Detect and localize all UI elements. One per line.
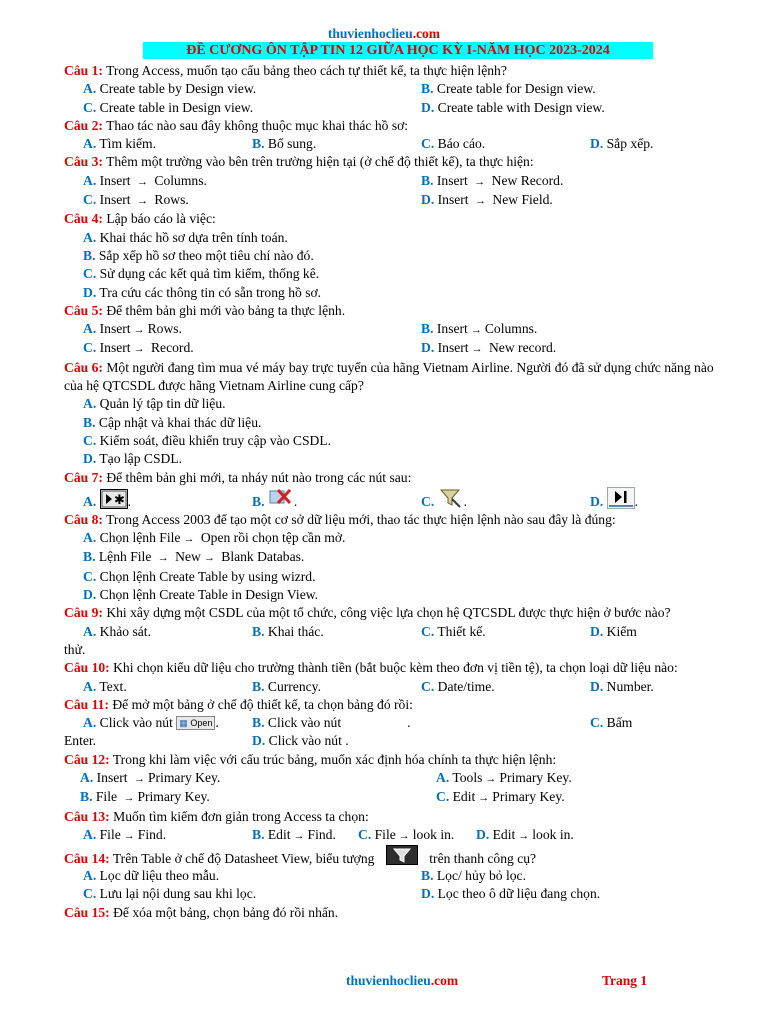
options-row: [64, 191, 728, 210]
question-list: [64, 62, 728, 922]
filter-icon: [438, 487, 464, 509]
document-title: ĐỀ CƯƠNG ÔN TẬP TIN 12 GIỮA HỌC KỲ I-NĂM HỌC 2023-2024: [143, 42, 653, 59]
option-c: C. Insert → Record.: [83, 340, 194, 356]
options-row: [64, 623, 728, 641]
option-c: C. Sử dụng các kết quả tìm kiếm, thống kê.: [83, 266, 320, 282]
last-record-icon: [607, 487, 635, 509]
option-a: A. Create table by Design view.: [83, 81, 257, 97]
filter-toggle-icon: [386, 845, 418, 865]
question-6: Câu 6: Một người đang tìm mua vé máy bay trực tuyến của hãng Vietnam Airline. Người đó đã sử dụng chức năng nào của hệ QTCSDL được hãng Vietnam Airline cung cấp?: [64, 359, 714, 394]
site-domain: .com: [412, 26, 441, 41]
option-b: B. Edit → Find.: [252, 826, 336, 842]
option-b: B. Create table for Design view.: [421, 81, 596, 97]
option-c: C. Báo cáo.: [421, 136, 486, 152]
question-10: Câu 10: Khi chọn kiểu dữ liệu cho trường thành tiền (bắt buộc kèm theo đơn vị tiền tệ), ta chọn loại dữ liệu nào:: [64, 660, 678, 676]
option-a: A. Khai thác hồ sơ dựa trên tính toán.: [83, 229, 288, 245]
option-c-continued: Enter.: [64, 733, 97, 749]
open-button-icon: ▦ Open: [176, 716, 215, 730]
site-header[interactable]: [0, 26, 768, 42]
options-row: [64, 172, 728, 191]
question-12: Câu 12: Trong khi làm việc với cấu trúc bảng, muốn xác định hóa chính ta thực hiện lệnh:: [64, 751, 557, 767]
question-4: Câu 4: Lập báo cáo là việc:: [64, 211, 216, 227]
options-row: [64, 678, 728, 696]
option-c: C. Kiểm soát, điều khiển truy cập vào CSDL.: [83, 432, 332, 448]
site-name: thuvienhoclieu: [327, 26, 413, 41]
option-a: A. Insert → Columns.: [83, 172, 207, 188]
svg-text:✱: ✱: [113, 492, 125, 508]
options-row: [64, 339, 728, 358]
option-d: D. Sắp xếp.: [590, 136, 654, 152]
option-d: D. Tra cứu các thông tin có sẵn trong hồ sơ.: [83, 284, 322, 300]
option-b: B. Insert → Columns.: [421, 321, 538, 337]
option-d: D. Tạo lập CSDL.: [83, 451, 183, 467]
options-row: [64, 487, 728, 511]
option-b: B. Lọc/ hủy bỏ lọc.: [421, 868, 526, 884]
footer-site-link[interactable]: thuvienhoclieu.com: [346, 973, 459, 988]
option-b: B. Currency.: [252, 678, 321, 694]
option-d: D. Click vào nút .: [252, 733, 349, 749]
question-8: Câu 8: Trong Access 2003 để tạo một cơ sở dữ liệu mới, thao tác thực hiện lệnh nào sau đây là đúng:: [64, 511, 616, 527]
options-row: [64, 714, 728, 732]
option-c: C. Bấm: [590, 715, 633, 731]
question-13: Câu 13: Muốn tìm kiếm đơn giản trong Access ta chọn:: [64, 808, 369, 824]
option-c: C. Date/time.: [421, 678, 495, 694]
page-number: Trang 1: [602, 973, 648, 988]
options-row: [64, 885, 728, 903]
question-7: Câu 7: Để thêm bản ghi mới, ta nháy nút nào trong các nút sau:: [64, 469, 412, 485]
options-row: [64, 826, 728, 845]
option-a: A. Insert → Rows.: [83, 321, 182, 337]
option-a-second: A. Tools → Primary Key.: [436, 769, 572, 785]
option-d: D. Create table with Design view.: [421, 99, 605, 115]
option-c: C. Thiết kế.: [421, 623, 486, 639]
options-row: [64, 80, 728, 98]
option-b: B. Bổ sung.: [252, 136, 317, 152]
option-d: D. Insert → New Field.: [421, 192, 553, 208]
option-d: D. .: [590, 487, 638, 511]
option-b: B. Khai thác.: [252, 623, 324, 639]
options-row: [64, 135, 728, 153]
question-1: Câu 1: Trong Access, muốn tạo cấu bảng theo cách tự thiết kế, ta thực hiện lệnh?: [64, 63, 507, 78]
options-row: [64, 732, 728, 750]
option-d: D. Kiểm: [590, 623, 637, 639]
option-a: A. ✱ .: [83, 489, 252, 511]
option-d-continued: thử.: [64, 641, 86, 657]
question-11: Câu 11: Để mở một bảng ở chế độ thiết kế, ta chọn bảng đó rồi:: [64, 696, 413, 712]
options-row: [64, 867, 728, 885]
option-d: D. Insert → New record.: [421, 340, 557, 356]
option-b: B. Insert → New Record.: [421, 172, 564, 188]
option-c: C. File → look in.: [358, 826, 455, 842]
question-14: Câu 14: Trên Table ở chế độ Datasheet View, biểu tượng trên thanh công cụ?: [64, 845, 728, 867]
option-a: A. Lọc dữ liệu theo mẫu.: [83, 868, 220, 884]
options-row: [64, 769, 728, 788]
options-row: [64, 788, 728, 807]
option-a: A. File → Find.: [83, 826, 167, 842]
option-a: A. Khảo sát.: [83, 623, 151, 639]
option-a: A. Chọn lệnh File → Open rồi chọn tệp cần mở.: [83, 530, 346, 546]
options-row: [64, 99, 728, 117]
option-c: C. Edit → Primary Key.: [436, 789, 565, 805]
option-d: D. Chọn lệnh Create Table in Design View.: [83, 587, 319, 603]
option-c: C. Chọn lệnh Create Table by using wizrd.: [83, 568, 316, 584]
option-c: C. .: [421, 487, 590, 511]
option-c: C. Create table in Design view.: [83, 99, 254, 115]
option-a: A. Quản lý tập tin dữ liệu.: [83, 396, 226, 412]
question-5: Câu 5: Để thêm bản ghi mới vào bảng ta thực lệnh.: [64, 302, 346, 318]
option-d: D. Edit → look in.: [476, 826, 574, 842]
option-a: A. Text.: [83, 678, 127, 694]
question-15: Câu 15: Để xóa một bảng, chọn bảng đó rồi nhấn.: [64, 904, 339, 920]
option-a: A. Insert → Primary Key.: [80, 769, 221, 785]
option-b: B. Cập nhật và khai thác dữ liệu.: [83, 414, 262, 430]
question-2: Câu 2: Thao tác nào sau đây không thuộc mục khai thác hồ sơ:: [64, 117, 409, 133]
option-b: B. Lệnh File → New → Blank Databas.: [83, 549, 305, 565]
option-d: D. Number.: [590, 678, 654, 694]
new-record-icon: [100, 489, 128, 509]
option-b: B. .: [252, 487, 421, 511]
option-c: C. Lưu lại nội dung sau khi lọc.: [83, 886, 257, 902]
option-b: B. File → Primary Key.: [80, 789, 210, 805]
option-a: A. Click vào nút ▦ Open .: [83, 715, 219, 731]
option-b: B. Sắp xếp hồ sơ theo một tiêu chí nào đó.: [83, 247, 314, 263]
option-a: A. Tìm kiếm.: [83, 136, 157, 152]
options-row: [64, 320, 728, 339]
option-c: C. Insert → Rows.: [83, 192, 189, 208]
question-3: Câu 3: Thêm một trường vào bên trên trường hiện tại (ở chế độ thiết kế), ta thực hiện:: [64, 154, 534, 170]
delete-record-icon: [268, 487, 294, 509]
option-d: D. Lọc theo ô dữ liệu đang chọn.: [421, 886, 601, 902]
question-9: Câu 9: Khi xây dựng một CSDL của một tổ chức, công việc lựa chọn hệ QTCSDL được thực hiện ở bước nào?: [64, 605, 671, 621]
option-b: B. Click vào nút .: [252, 715, 411, 731]
